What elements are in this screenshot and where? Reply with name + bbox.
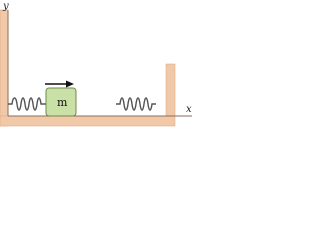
y-axis-label: y — [3, 1, 9, 12]
left-spring — [8, 98, 46, 110]
x-axis-label: x — [186, 104, 192, 115]
motion-arrow-head — [66, 81, 74, 88]
mass-label: m — [57, 96, 68, 109]
right-wall — [166, 64, 175, 116]
spring-mass-diagram — [0, 0, 200, 132]
left-wall — [0, 10, 8, 126]
floor — [0, 116, 175, 126]
right-spring — [116, 98, 156, 110]
